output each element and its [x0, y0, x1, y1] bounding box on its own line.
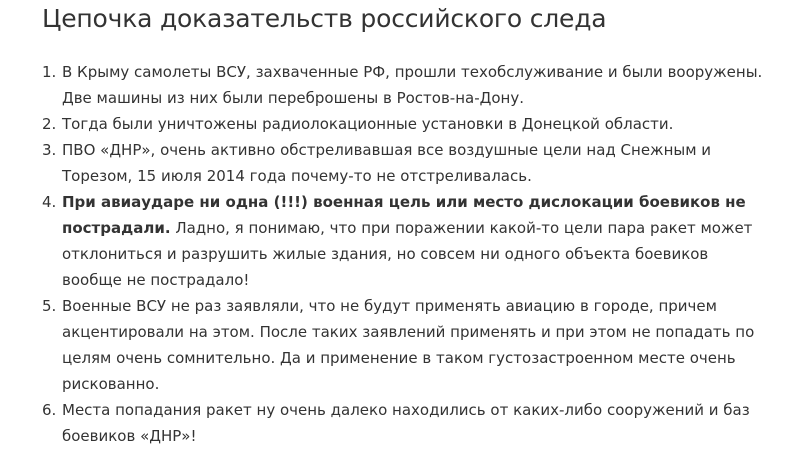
list-item-body: Военные ВСУ не раз заявляли, что не будут применять авиацию в городе, причем акцентировали на этом. После таких заявлений применять и при этом не попадать по целям очень сомнительно. Да и применение в таком густозастроенном месте очень рискованно. [62, 297, 755, 393]
page-title: Цепочка доказательств российского следа [42, 4, 607, 33]
list-item-text [62, 397, 766, 449]
list-item [42, 137, 766, 189]
list-item-text [62, 293, 766, 397]
list-item-number: 3. [42, 141, 57, 159]
list-item-body: Ладно, я понимаю, что при поражении какой-то цели пара ракет может отклониться и разрушить жилые здания, но совсем ни одного объекта боевиков вообще не пострадало! [62, 219, 753, 289]
evidence-list [42, 59, 766, 449]
list-item-body: ПВО «ДНР», очень активно обстреливавшая все воздушные цели над Снежным и Торезом, 15 июля 2014 года почему-то не отстреливалась. [62, 141, 712, 185]
list-item-text [62, 137, 766, 189]
list-item-number: 6. [42, 401, 57, 419]
list-item-number: 2. [42, 115, 57, 133]
list-item [42, 397, 766, 449]
list-item [42, 293, 766, 397]
list-item-body: В Крыму самолеты ВСУ, захваченные РФ, прошли техобслуживание и были вооружены. Две машины из них были переброшены в Ростов-на-Дону. [62, 63, 763, 107]
list-item-bold-text: При авиаударе ни одна (!!!) военная цель или место дислокации боевиков не пострадали. [62, 193, 746, 237]
list-item-body: Тогда были уничтожены радиолокационные установки в Донецкой области. [62, 115, 674, 133]
list-item [42, 59, 766, 111]
list-item-number: 5. [42, 297, 57, 315]
list-item-body: Места попадания ракет ну очень далеко находились от каких-либо сооружений и баз боевиков «ДНР»! [62, 401, 750, 445]
list-item-text [62, 59, 766, 111]
list-item-text [62, 189, 766, 293]
list-item-number: 4. [42, 193, 57, 211]
list-item [42, 189, 766, 293]
list-item [42, 111, 766, 137]
list-item-text [62, 111, 766, 137]
list-item-number: 1. [42, 63, 57, 81]
